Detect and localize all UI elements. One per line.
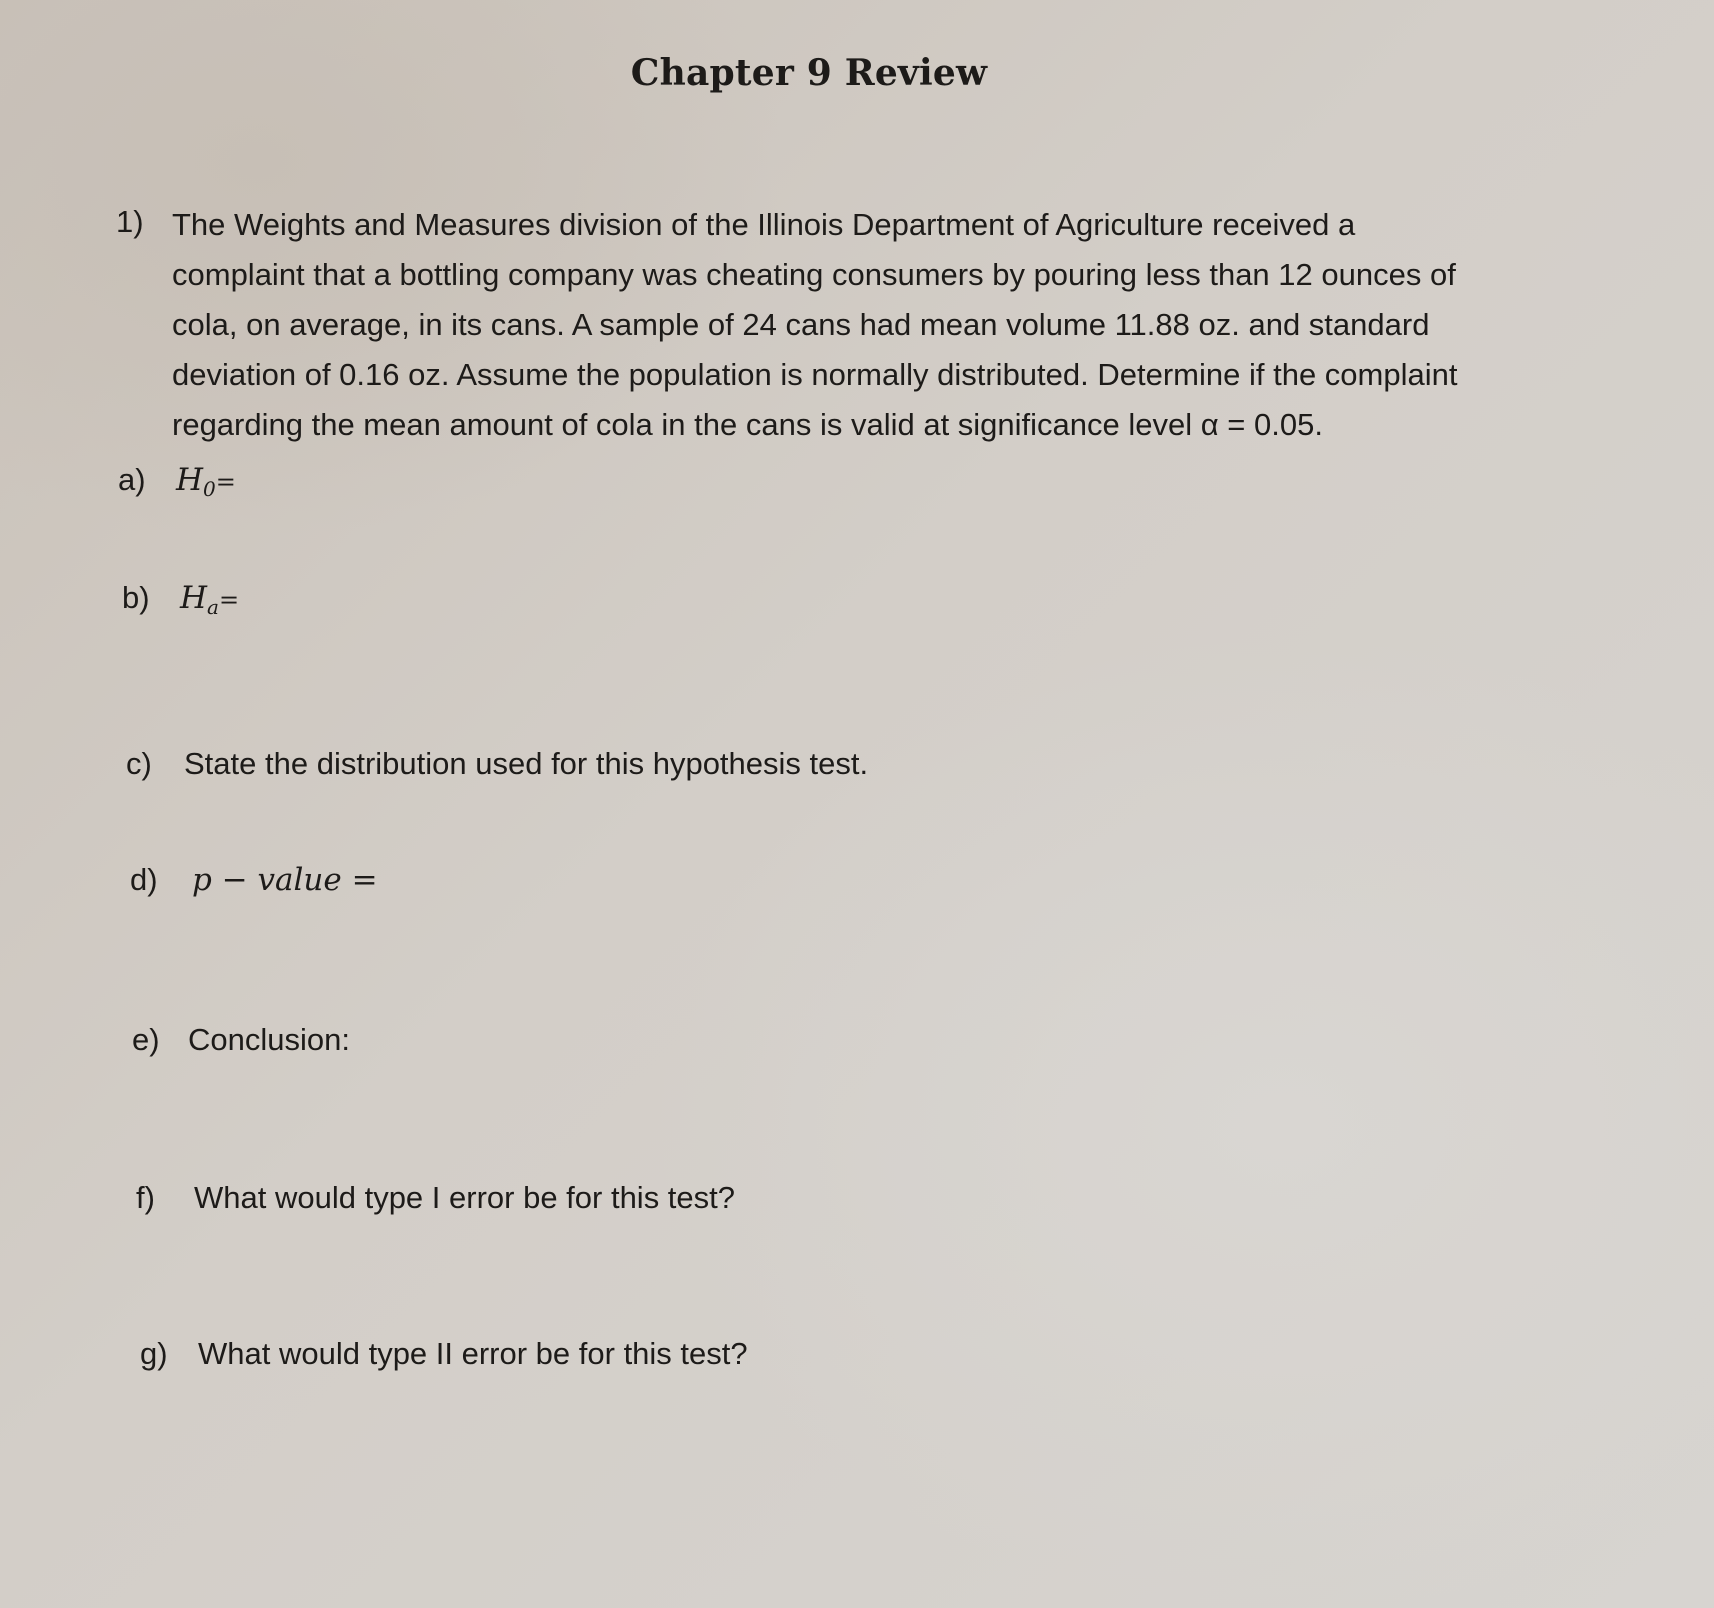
part-label: e)	[132, 1022, 160, 1057]
part-label: d)	[130, 862, 158, 897]
hypothesis-letter: H	[180, 580, 208, 616]
alternative-hypothesis-symbol	[180, 580, 240, 619]
equals-sign: =	[218, 586, 240, 614]
part-d-p-value	[130, 862, 378, 898]
part-label: g)	[140, 1336, 168, 1371]
part-f-type-i-error	[136, 1180, 735, 1216]
part-text: State the distribution used for this hypothesis test.	[184, 746, 869, 781]
question-line: regarding the mean amount of cola in the cans is valid at significance level α = 0.05.	[172, 407, 1323, 442]
part-c-distribution	[126, 746, 868, 782]
question-number: 1)	[116, 204, 144, 239]
part-text: What would type II error be for this test?	[198, 1336, 748, 1371]
question-line: deviation of 0.16 oz. Assume the population is normally distributed. Determine if the complaint	[172, 357, 1458, 392]
question-line: cola, on average, in its cans. A sample of 24 cans had mean volume 11.88 oz. and standard	[172, 307, 1430, 342]
hypothesis-subscript: 0	[203, 477, 216, 501]
null-hypothesis-symbol	[176, 462, 236, 501]
part-label: f)	[136, 1180, 155, 1215]
part-label: a)	[118, 462, 146, 497]
part-text: p − value =	[192, 862, 378, 898]
page-title: Chapter 9 Review	[630, 52, 988, 94]
equals-sign: =	[215, 468, 236, 496]
hypothesis-letter: H	[176, 462, 204, 498]
question-line: The Weights and Measures division of the Illinois Department of Agriculture received a	[172, 207, 1356, 242]
part-e-conclusion	[132, 1022, 350, 1058]
hypothesis-subscript: a	[207, 595, 219, 619]
part-label: c)	[126, 746, 152, 781]
part-g-type-ii-error	[140, 1336, 748, 1372]
part-a-null-hypothesis	[118, 462, 236, 501]
question-line: complaint that a bottling company was cheating consumers by pouring less than 12 ounces of	[172, 257, 1456, 292]
part-text: What would type I error be for this test?	[194, 1180, 736, 1215]
part-label: b)	[122, 580, 150, 615]
part-text: Conclusion:	[188, 1022, 350, 1057]
question-text	[172, 200, 1572, 450]
part-b-alternative-hypothesis	[122, 580, 239, 619]
